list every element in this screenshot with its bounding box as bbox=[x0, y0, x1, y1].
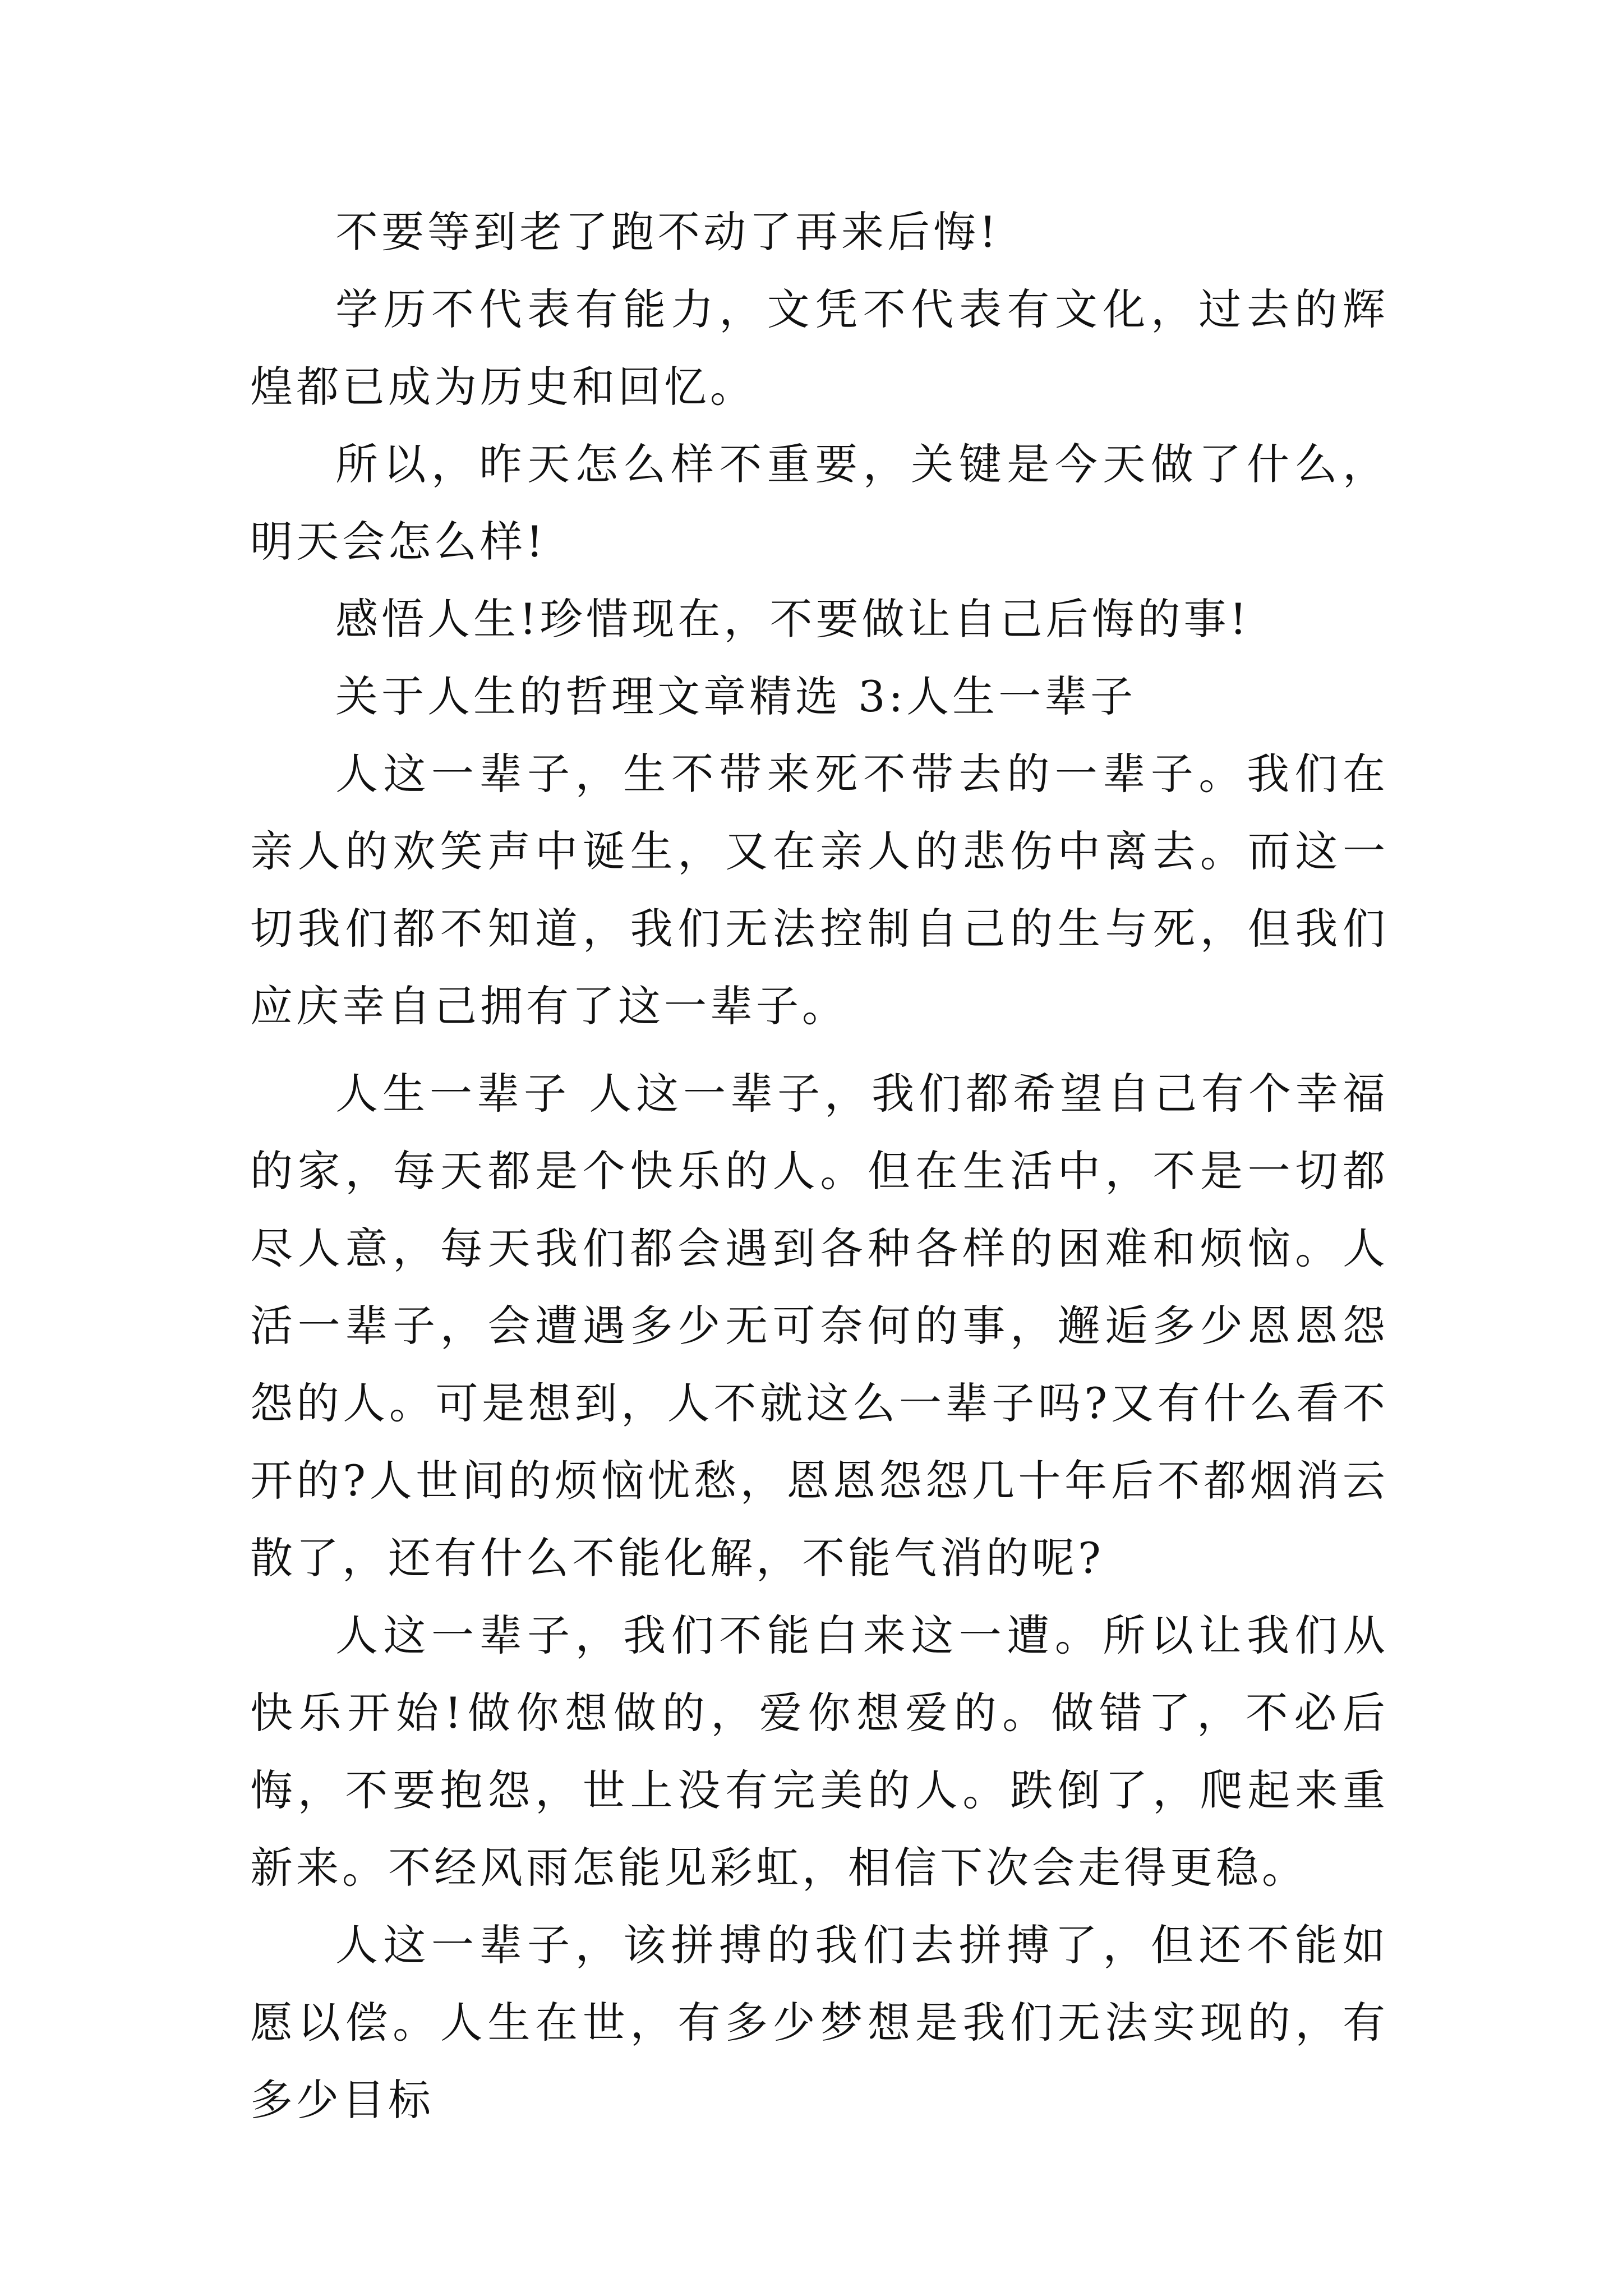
paragraph-6: 人生一辈子 人这一辈子，我们都希望自己有个幸福的家，每天都是个快乐的人。但在生活中，不是一切都尽人意，每天我们都会遇到各种各样的困难和烦恼。人活一辈子，会遭遇多少无可奈何的事，邂逅多少恩恩怨怨的人。可是想到，人不就这么一辈子吗?又有什么看不开的?人世间的烦恼忧愁，恩恩怨怨几十年后不都烟消云散了，还有什么不能化解，不能气消的呢? bbox=[250, 1069, 1389, 1583]
paragraph-4: 感悟人生!珍惜现在，不要做让自己后悔的事! bbox=[335, 594, 1251, 644]
paragraph-1: 不要等到老了跑不动了再来后悔! bbox=[335, 207, 1000, 257]
paragraph-8: 人这一辈子，该拼搏的我们去拼搏了，但还不能如愿以偿。人生在世，有多少梦想是我们无法实现的，有多少目标 bbox=[250, 1920, 1389, 2125]
paragraph-7: 人这一辈子，我们不能白来这一遭。所以让我们从快乐开始!做你想做的，爱你想爱的。做错了，不必后悔，不要抱怨，世上没有完美的人。跌倒了，爬起来重新来。不经风雨怎能见彩虹，相信下次会走得更稳。 bbox=[250, 1611, 1389, 1893]
paragraph-5: 人这一辈子，生不带来死不带去的一辈子。我们在亲人的欢笑声中诞生，又在亲人的悲伤中离去。而这一切我们都不知道，我们无法控制自己的生与死，但我们应庆幸自己拥有了这一辈子。 bbox=[250, 749, 1389, 1031]
document-body bbox=[250, 194, 1389, 2139]
paragraph-3: 所以，昨天怎么样不重要，关键是今天做了什么，明天会怎么样! bbox=[250, 439, 1389, 567]
section-heading: 关于人生的哲理文章精选 3:人生一辈子 bbox=[335, 671, 1137, 721]
paragraph-2: 学历不代表有能力，文凭不代表有文化，过去的辉煌都已成为历史和回忆。 bbox=[250, 284, 1389, 412]
